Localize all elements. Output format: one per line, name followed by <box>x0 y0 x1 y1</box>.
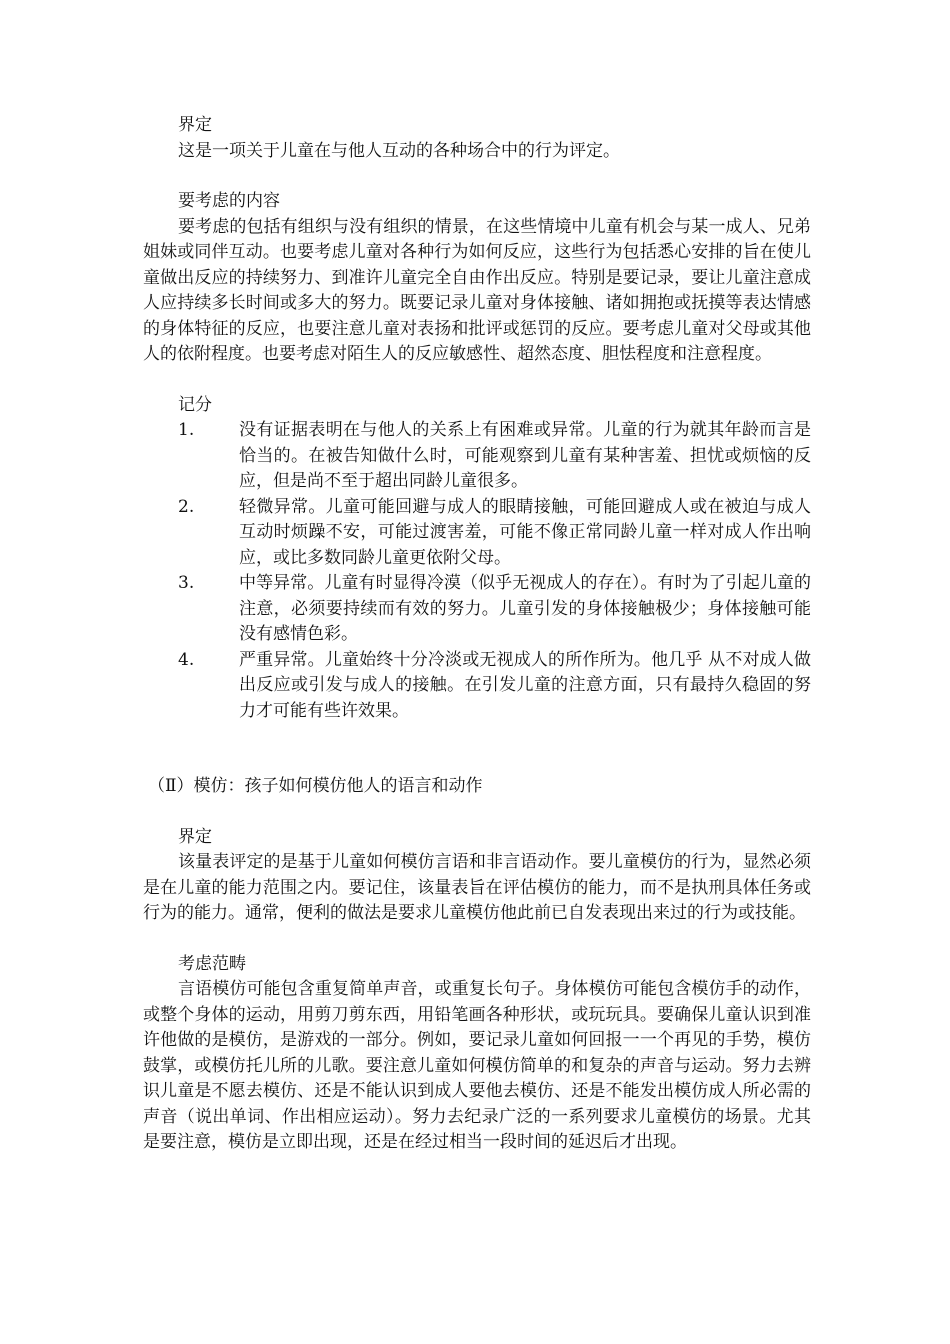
scoring-item-number: 1. <box>178 420 195 440</box>
section2-considerations-heading: 考虑范畴 <box>178 953 246 974</box>
scoring-item <box>143 495 811 572</box>
scoring-item-number: 2. <box>178 496 195 517</box>
scoring-item-text: 中等异常。儿童有时显得冷漠（似乎无视成人的存在）。有时为了引起儿童的注意，必须要持续而有效的努力。儿童引发的身体接触极少；身体接触可能没有感情色彩。 <box>239 573 811 644</box>
section2-definition-heading: 界定 <box>178 826 212 847</box>
section1-considerations-text: 要考虑的包括有组织与没有组织的情景，在这些情境中儿童有机会与某一成人、兄弟姐妹或同伴互动。也要考虑儿童对各种行为如何反应，这些行为包括悉心安排的旨在使儿童做出反应的持续努力、到准许儿童完全自由作出反应。特别是要记录，要让儿童注意成人应持续多长时间或多大的努力。既要记录儿童对身体接触、诸如拥抱或抚摸等表达情感的身体特征的反应，也要注意儿童对表扬和批评或惩罚的反应。要考虑儿童对父母或其他人的依附程度。也要考虑对陌生人的反应敏感性、超然态度、胆怯程度和注意程度。 <box>143 216 811 364</box>
section2-definition-text: 该量表评定的是基于儿童如何模仿言语和非言语动作。要儿童模仿的行为，显然必须是在儿童的能力范围之内。要记住，该量表旨在评估模仿的能力，而不是执刑具体任务或行为的能力。通常，便利的做法是要求儿童模仿他此前已自发表现出来过的行为或技能。 <box>143 852 811 923</box>
scoring-item-number: 4. <box>178 649 195 670</box>
section2-considerations-text: 言语模仿可能包含重复简单声音，或重复长句子。身体模仿可能包含模仿手的动作，或整个身体的运动，用剪刀剪东西，用铅笔画各种形状，或玩玩具。要确保儿童认识到准许他做的是模仿，是游戏的一部分。例如，要记录儿童如何回报一一个再见的手势，模仿鼓掌，或模仿托儿所的儿歌。要注意儿童如何模仿简单的和复杂的声音与运动。努力去辨识儿童是不愿去模仿、还是不能认识到成人要他去模仿、还是不能发出模仿成人所必需的声音（说出单词、作出相应运动）。努力去纪录广泛的一系列要求儿童模仿的场景。尤其是要注意，模仿是立即出现，还是在经过相当一段时间的延迟后才出现。 <box>143 979 811 1152</box>
section1-definition-heading: 界定 <box>178 115 212 135</box>
section1-definition-text: 这是一项关于儿童在与他人互动的各种场合中的行为评定。 <box>178 140 620 161</box>
scoring-item-text: 严重异常。儿童始终十分冷淡或无视成人的所作所为。他几乎 从不对成人做出反应或引发与成人的接触。在引发儿童的注意方面，只有最持久稳固的努力才可能有些许效果。 <box>239 649 811 721</box>
scoring-item <box>143 418 811 495</box>
document-page <box>143 113 811 1156</box>
section2-title: （Ⅱ）模仿：孩子如何模仿他人的语言和动作 <box>148 776 483 796</box>
scoring-item <box>143 648 811 725</box>
scoring-item-text: 没有证据表明在与他人的关系上有困难或异常。儿童的行为就其年龄而言是恰当的。在被告知做什么时，可能观察到儿童有某种害羞、担忧或烦恼的反应，但是尚不至于超出同龄儿童很多。 <box>239 420 811 491</box>
scoring-item-text: 轻微异常。儿童可能回避与成人的眼睛接触，可能回避成人或在被迫与成人互动时烦躁不安，可能过渡害羞，可能不像正常同龄儿童一样对成人作出响应，或比多数同龄儿童更依附父母。 <box>239 496 811 568</box>
section1-considerations-heading: 要考虑的内容 <box>178 191 280 211</box>
section1-scoring-heading: 记分 <box>178 394 212 415</box>
scoring-item <box>143 571 811 648</box>
scoring-item-number: 3. <box>178 573 195 593</box>
